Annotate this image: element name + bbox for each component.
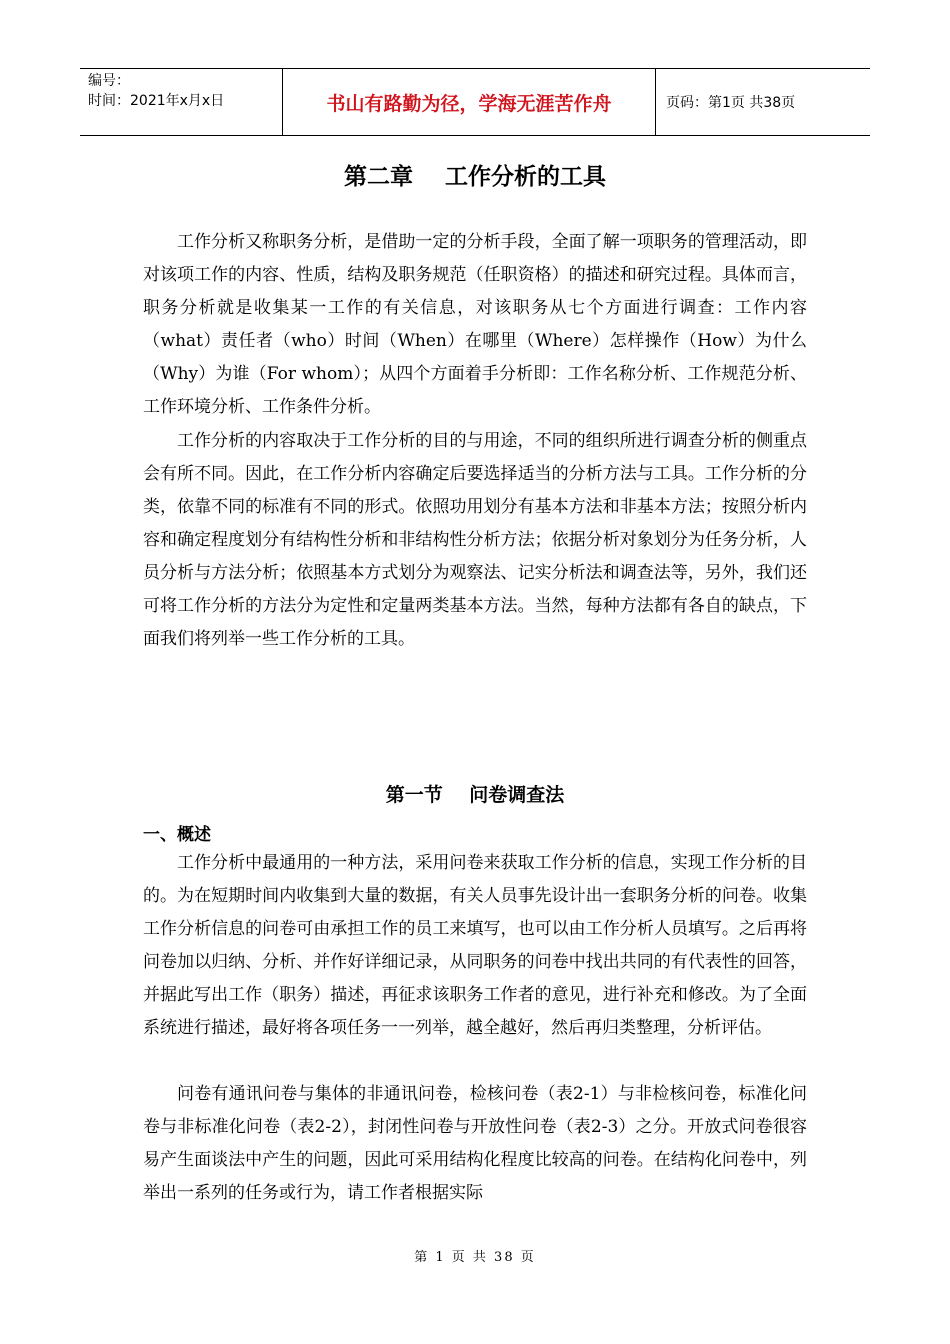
section-paragraph-2: 问卷有通讯问卷与集体的非通讯问卷，检核问卷（表2-1）与非检核问卷，标准化问卷与非标准化问卷（表2-2），封闭性问卷与开放性问卷（表2-3）之分。开放式问卷很容易产生面谈法中产生的问题，因此可采用结构化程度比较高的问卷。在结构化问卷中，列举出一系列的任务或行为，请工作者根据实际 [143, 1084, 807, 1203]
page-info: 页码：第1页 共38页 [666, 95, 796, 111]
header-left-cell [80, 69, 282, 135]
intro-paragraph-1: 工作分析又称职务分析，是借助一定的分析手段，全面了解一项职务的管理活动，即对该项工作的内容、性质，结构及职务规范（任职资格）的描述和研究过程。具体而言，职务分析就是收集某一工作的有关信息，对该职务从七个方面进行调查：工作内容（what）责任者（who）时间（When）在哪里（Where）怎样操作（How）为什么（Why）为谁（For whom）；从四个方面着手分析即：工作名称分析、工作规范分析、工作环境分析、工作条件分析。 [143, 232, 807, 417]
header-page-cell [656, 69, 870, 135]
page-footer: 第 1 页 共 38 页 [414, 1250, 536, 1265]
header-table [80, 68, 870, 136]
chapter-title: 第二章 工作分析的工具 [343, 164, 607, 190]
code-label: 编号： [88, 73, 130, 89]
subheading: 一、概述 [143, 825, 211, 845]
section-title: 第一节 问卷调查法 [385, 784, 565, 806]
section-paragraph-1: 工作分析中最通用的一种方法，采用问卷来获取工作分析的信息，实现工作分析的目的。为在短期时间内收集到大量的数据，有关人员事先设计出一套职务分析的问卷。收集工作分析信息的问卷可由承担工作的员工来填写，也可以由工作分析人员填写。之后再将问卷加以归纳、分析、并作好详细记录，从同职务的问卷中找出共同的有代表性的回答，并据此写出工作（职务）描述，再征求该职务工作者的意见，进行补充和修改。为了全面系统进行描述，最好将各项任务一一列举，越全越好，然后再归类整理，分析评估。 [143, 853, 807, 1038]
header-motto-cell [282, 69, 656, 135]
intro-paragraph-2: 工作分析的内容取决于工作分析的目的与用途，不同的组织所进行调查分析的侧重点会有所不同。因此，在工作分析内容确定后要选择适当的分析方法与工具。工作分析的分类，依靠不同的标准有不同的形式。依照功用划分有基本方法和非基本方法；按照分析内容和确定程度划分有结构性分析和非结构性分析方法；依据分析对象划分为任务分析，人员分析与方法分析；依照基本方式划分为观察法、记实分析法和调查法等，另外，我们还可将工作分析的方法分为定性和定量两类基本方法。当然，每种方法都有各自的缺点，下面我们将列举一些工作分析的工具。 [143, 431, 807, 649]
motto: 书山有路勤为径，学海无涯苦作舟 [326, 92, 612, 115]
time-label: 时间：2021年x月x日 [88, 93, 225, 109]
